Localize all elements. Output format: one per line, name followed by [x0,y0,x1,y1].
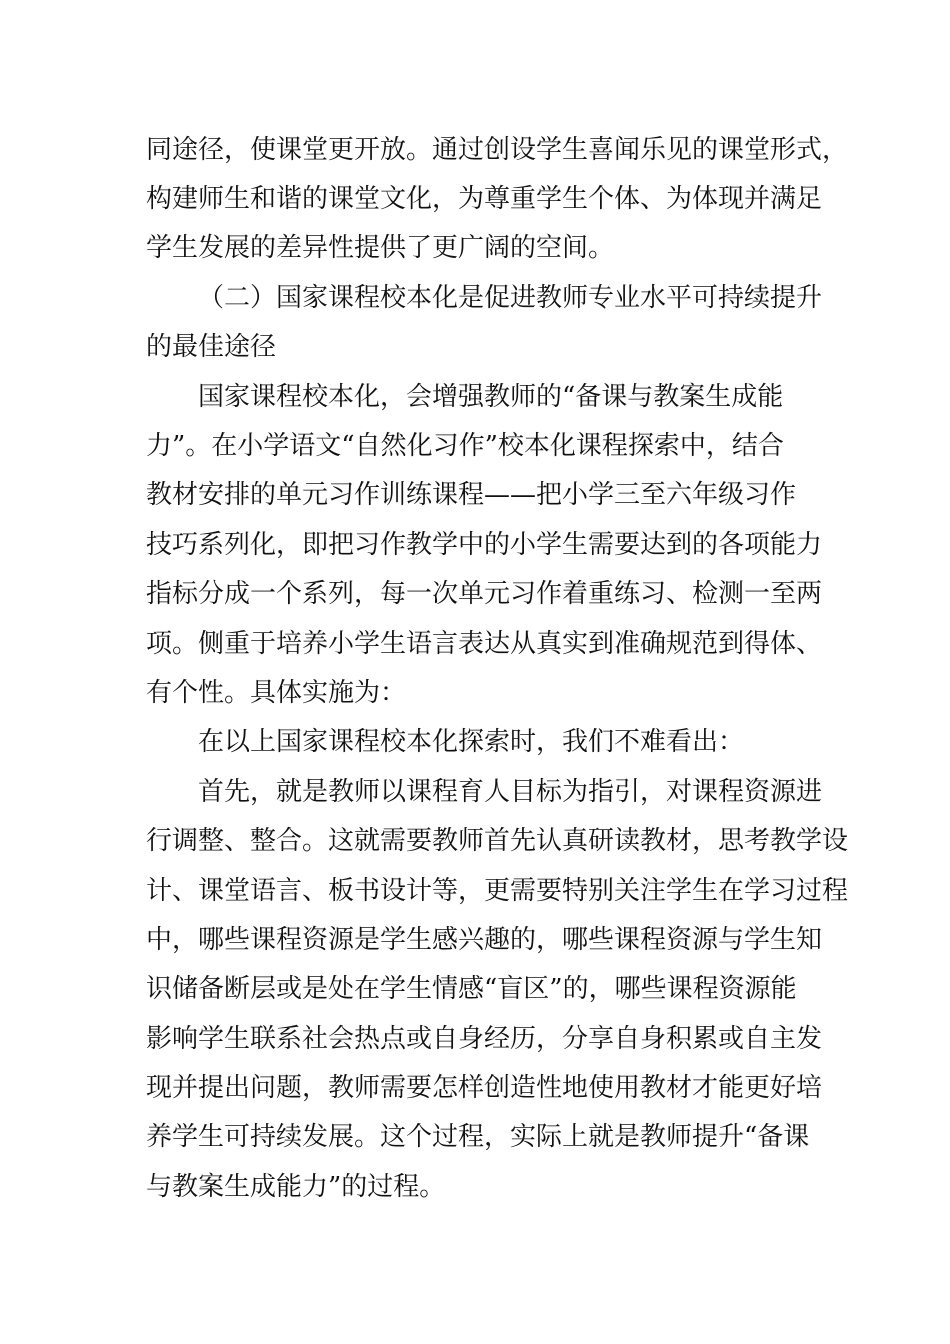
section-heading-line-2: 的最佳途径 [146,332,277,362]
paragraph-line-5: 力”。在小学语文“自然化习作”校本化课程探索中，结合 [146,431,784,461]
paragraph-line-2: 构建师生和谐的课堂文化，为尊重学生个体、为体现并满足 [146,184,823,214]
paragraph-line-9: 项。侧重于培养小学生语言表达从真实到准确规范到得体、 [146,629,823,659]
paragraph-line-4: 国家课程校本化，会增强教师的“备课与教案生成能 [198,382,784,412]
paragraph-line-13: 行调整、整合。这就需要教师首先认真研读教材，思考教学设 [146,826,849,856]
paragraph-line-19: 养学生可持续发展。这个过程，实际上就是教师提升“备课 [146,1122,810,1152]
paragraph-line-17: 影响学生联系社会热点或自身经历，分享自身积累或自主发 [146,1024,823,1054]
section-heading-line-1: （二）国家课程校本化是促进教师专业水平可持续提升 [198,283,823,313]
paragraph-line-8: 指标分成一个系列，每一次单元习作着重练习、检测一至两 [146,579,823,609]
paragraph-line-7: 技巧系列化，即把习作教学中的小学生需要达到的各项能力 [146,530,823,560]
paragraph-line-3: 学生发展的差异性提供了更广阔的空间。 [146,233,615,263]
paragraph-line-11: 在以上国家课程校本化探索时，我们不难看出： [198,727,745,757]
paragraph-line-16: 识储备断层或是处在学生情感“盲区”的，哪些课程资源能 [146,974,797,1004]
paragraph-line-10: 有个性。具体实施为： [146,678,407,708]
paragraph-line-15: 中，哪些课程资源是学生感兴趣的，哪些课程资源与学生知 [146,925,823,955]
paragraph-line-1: 同途径，使课堂更开放。通过创设学生喜闻乐见的课堂形式， [146,135,849,165]
paragraph-line-18: 现并提出问题，教师需要怎样创造性地使用教材才能更好培 [146,1073,823,1103]
paragraph-line-20: 与教案生成能力”的过程。 [146,1172,446,1202]
paragraph-line-12: 首先，就是教师以课程育人目标为指引，对课程资源进 [198,777,823,807]
paragraph-line-6: 教材安排的单元习作训练课程——把小学三至六年级习作 [146,480,797,510]
paragraph-line-14: 计、课堂语言、板书设计等，更需要特别关注学生在学习过程 [146,876,849,906]
